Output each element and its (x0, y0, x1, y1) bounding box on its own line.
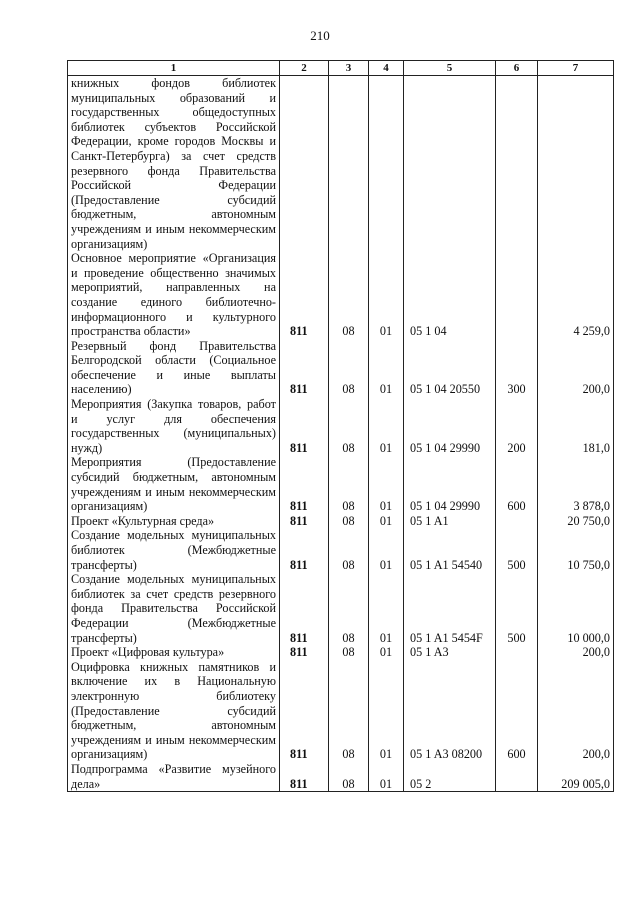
row-expense-type: 500 (496, 572, 538, 645)
row-section: 08 (329, 397, 369, 455)
row-section (329, 76, 369, 252)
row-amount: 4 259,0 (538, 251, 614, 339)
row-expense-type (496, 251, 538, 339)
row-expense-type (496, 514, 538, 529)
header-cell-vr: 6 (496, 61, 538, 76)
row-target-article: 05 1 04 29990 (404, 397, 496, 455)
row-amount: 20 750,0 (538, 514, 614, 529)
row-target-article: 05 1 A3 08200 (404, 660, 496, 762)
row-subsection (369, 76, 404, 252)
row-name: Проект «Цифровая культура» (68, 645, 280, 660)
row-admin-code: 811 (280, 660, 329, 762)
row-section: 08 (329, 572, 369, 645)
row-section: 08 (329, 514, 369, 529)
row-admin-code (280, 76, 329, 252)
row-admin-code: 811 (280, 397, 329, 455)
row-amount: 200,0 (538, 645, 614, 660)
row-section: 08 (329, 528, 369, 572)
row-target-article: 05 1 04 (404, 251, 496, 339)
row-subsection: 01 (369, 645, 404, 660)
row-subsection: 01 (369, 762, 404, 792)
row-amount: 181,0 (538, 397, 614, 455)
row-expense-type: 600 (496, 660, 538, 762)
table-row (68, 76, 614, 252)
table-row (68, 528, 614, 572)
row-target-article: 05 1 04 20550 (404, 339, 496, 397)
row-amount (538, 76, 614, 252)
row-admin-code: 811 (280, 645, 329, 660)
row-admin-code: 811 (280, 514, 329, 529)
row-expense-type: 200 (496, 397, 538, 455)
header-cell-amount: 7 (538, 61, 614, 76)
table-row (68, 645, 614, 660)
row-name: Оцифровка книжных памятников и включение их в Национальную электронную библиотеку (Предоставление субсидий бюджетным, автономным учреждениям и иным некоммерческим организациям) (68, 660, 280, 762)
row-subsection: 01 (369, 514, 404, 529)
row-admin-code: 811 (280, 455, 329, 513)
row-target-article: 05 1 A3 (404, 645, 496, 660)
row-amount: 200,0 (538, 660, 614, 762)
row-name: Подпрограмма «Развитие музейного дела» (68, 762, 280, 792)
table-row (68, 514, 614, 529)
row-amount: 10 750,0 (538, 528, 614, 572)
row-section: 08 (329, 251, 369, 339)
row-name: Мероприятия (Предоставление субсидий бюджетным, автономным учреждениям и иным некоммерческим организациям) (68, 455, 280, 513)
row-expense-type (496, 762, 538, 792)
row-target-article: 05 1 A1 54540 (404, 528, 496, 572)
row-admin-code: 811 (280, 251, 329, 339)
row-target-article: 05 1 A1 (404, 514, 496, 529)
header-cell-admin: 2 (280, 61, 329, 76)
row-target-article (404, 76, 496, 252)
row-expense-type (496, 76, 538, 252)
row-admin-code: 811 (280, 528, 329, 572)
row-subsection: 01 (369, 251, 404, 339)
row-name: Резервный фонд Правительства Белгородской области (Социальное обеспечение и иные выплаты населению) (68, 339, 280, 397)
row-amount: 200,0 (538, 339, 614, 397)
row-admin-code: 811 (280, 762, 329, 792)
row-subsection: 01 (369, 397, 404, 455)
row-subsection: 01 (369, 455, 404, 513)
table-row (68, 397, 614, 455)
header-row (68, 61, 614, 76)
row-name: Создание модельных муниципальных библиотек за счет средств резервного фонда Правительства Российской Федерации (Межбюджетные трансферты) (68, 572, 280, 645)
row-section: 08 (329, 762, 369, 792)
row-admin-code: 811 (280, 339, 329, 397)
row-name: книжных фондов библиотек муниципальных образований и государственных общедоступных библиотек субъектов Российской Федерации, кроме городов Москвы и Санкт-Петербурга) за счет средств резервного фонда Правительства Российской Федерации (Предоставление субсидий бюджетным, автономным учреждениям и иным некоммерческим организациям) (68, 76, 280, 252)
row-amount: 10 000,0 (538, 572, 614, 645)
row-target-article: 05 1 A1 5454F (404, 572, 496, 645)
row-section: 08 (329, 660, 369, 762)
row-expense-type (496, 645, 538, 660)
row-subsection: 01 (369, 572, 404, 645)
table-row (68, 339, 614, 397)
row-subsection: 01 (369, 660, 404, 762)
row-name: Мероприятия (Закупка товаров, работ и услуг для обеспечения государственных (муниципальных) нужд) (68, 397, 280, 455)
budget-table (67, 60, 614, 792)
row-expense-type: 300 (496, 339, 538, 397)
row-admin-code: 811 (280, 572, 329, 645)
row-section: 08 (329, 455, 369, 513)
row-subsection: 01 (369, 339, 404, 397)
row-expense-type: 600 (496, 455, 538, 513)
page-number: 210 (310, 28, 330, 43)
row-amount: 209 005,0 (538, 762, 614, 792)
header-cell-name: 1 (68, 61, 280, 76)
row-section: 08 (329, 339, 369, 397)
row-name: Проект «Культурная среда» (68, 514, 280, 529)
header-cell-subsection: 4 (369, 61, 404, 76)
header-cell-section: 3 (329, 61, 369, 76)
row-target-article: 05 1 04 29990 (404, 455, 496, 513)
row-name: Основное мероприятие «Организация и проведение общественно значимых мероприятий, направленных на создание единого библиотечно-информационного и культурного пространства области» (68, 251, 280, 339)
table-row (68, 572, 614, 645)
row-amount: 3 878,0 (538, 455, 614, 513)
row-subsection: 01 (369, 528, 404, 572)
table-row (68, 660, 614, 762)
row-target-article: 05 2 (404, 762, 496, 792)
row-section: 08 (329, 645, 369, 660)
table-row (68, 251, 614, 339)
row-name: Создание модельных муниципальных библиотек (Межбюджетные трансферты) (68, 528, 280, 572)
row-expense-type: 500 (496, 528, 538, 572)
table-row (68, 762, 614, 792)
header-cell-csr: 5 (404, 61, 496, 76)
table-row (68, 455, 614, 513)
